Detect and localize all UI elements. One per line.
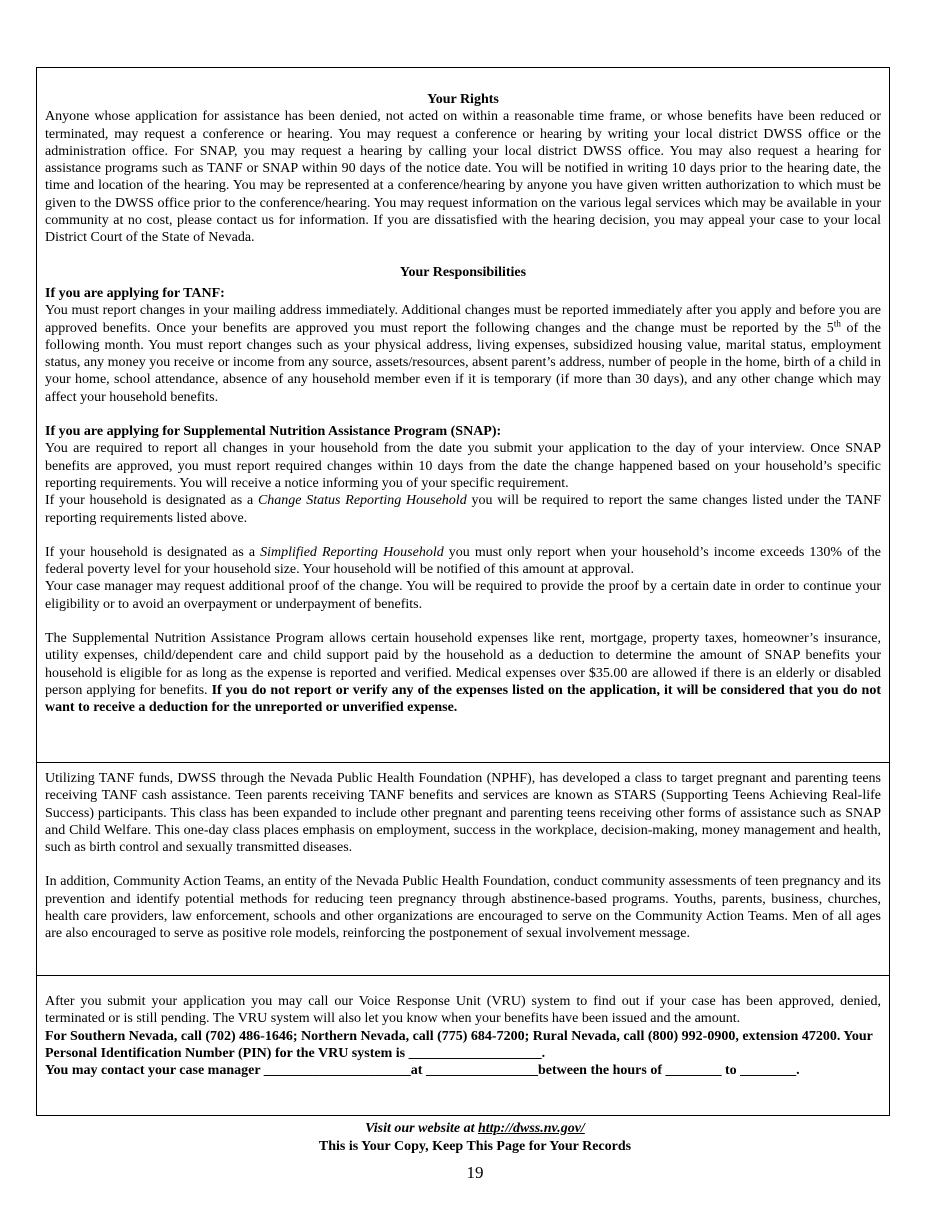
snap-para-4: Your case manager may request additional proof of the change. You will be required to provide the proof by a certain date in order to continue your eligibility or to avoid an overpayment or underpayment of benefits. bbox=[45, 579, 881, 612]
vru-phones: For Southern Nevada, call (702) 486-1646; Northern Nevada, call (775) 684-7200; Rural Nevada, call (800) 992-0900, extension 47200. Your Personal Identification Number (PIN) for the VRU system is ___________________. bbox=[45, 1028, 873, 1061]
website-link[interactable]: http://dwss.nv.gov/ bbox=[477, 1121, 585, 1136]
snap-para-2 bbox=[45, 492, 881, 527]
stars-section bbox=[37, 770, 889, 943]
tanf-body bbox=[45, 302, 881, 406]
rights-title: Your Rights bbox=[427, 92, 499, 107]
section-divider-1 bbox=[37, 762, 889, 763]
section-divider-2 bbox=[37, 975, 889, 976]
copy-notice: This is Your Copy, Keep This Page for Your Records bbox=[318, 1138, 632, 1154]
stars-para-2: In addition, Community Action Teams, an entity of the Nevada Public Health Foundation, conduct community assessments of teen pregnancy and its prevention and identify potential methods for reducing teen pregnancy through abstinence-based programs. Youths, parents, business, churches, health care providers, law enforcement, schools and other organizations are encouraged to serve on the Community Action Teams. Men of all ages are also encouraged to serve as positive role models, reinforcing the postponement of sexual involvement message. bbox=[45, 874, 881, 942]
tanf-heading: If you are applying for TANF: bbox=[45, 285, 225, 301]
tanf-body-part1: You must report changes in your mailing address immediately. Additional changes must be reported immediately after you apply and before you are approved benefits. Once your benefits are approved you must report the following changes and the change must be reported by the 5 bbox=[45, 303, 881, 336]
snap-para-3 bbox=[45, 544, 881, 579]
snap-para-2-part2: you will be required to report the same changes listed under the TANF reporting requirements listed above. bbox=[45, 493, 882, 526]
snap-para-3-part1: If your household is designated as a bbox=[45, 544, 261, 560]
rights-body: Anyone whose application for assistance has been denied, not acted on within a reasonable time frame, or whose benefits have been reduced or terminated, may request a conference or hearing. You may request a conference or hearing by writing your local district DWSS office or the administration office. For SNAP, you may request a hearing by calling your local district DWSS office. You may also request a hearing for assistance programs such as TANF or SNAP within 90 days of the notice date. You will be notified in writing 10 days prior to the hearing date, the time and location of the hearing. You may be represented at a conference/hearing by anyone you have given written authorization to which must be given to the DWSS office prior to the conference/hearing. You may request information on the various legal services which may be available in your community at no cost, please contact us for information. If you are dissatisfied with the hearing decision, you may appeal your case to your local District Court of the State of Nevada. bbox=[45, 109, 881, 246]
rights-section bbox=[37, 91, 889, 717]
snap-heading: If you are applying for Supplemental Nutrition Assistance Program (SNAP): bbox=[45, 424, 502, 440]
tanf-body-part2: of the following month. You must report changes such as your physical address, living expenses, subsidized housing value, marital status, employment status, any money you receive or income from any source, assets/resources, absent parent’s address, number of people in the home, birth of a child in your home, school attendance, absence of any household member even if it is temporary (if more than 30 days), and any other change which may affect your household benefits. bbox=[45, 320, 881, 405]
snap-para-3-part2: you must only report when your household’s income exceeds 130% of the federal poverty level for your household size. Your household will be notified of this amount at approval. bbox=[45, 544, 881, 578]
vru-section bbox=[37, 993, 889, 1079]
case-manager-contact: You may contact your case manager _____________________at ________________between the hours of ________ to ________. bbox=[45, 1063, 800, 1079]
snap-para-5 bbox=[45, 630, 881, 716]
stars-para-1: Utilizing TANF funds, DWSS through the Nevada Public Health Foundation (NPHF), has developed a class to target pregnant and parenting teens receiving TANF cash assistance. Teen parents receiving TANF benefits and services are known as STARS (Supporting Teens Achieving Real-life Success) participants. This class has been expanded to include other pregnant and parenting teens receiving other forms of assistance such as SNAP and Child Welfare. This one-day class places emphasis on employment, success in the workplace, decision-making, money management and health, such as birth control and sexually transmitted diseases. bbox=[45, 771, 881, 856]
snap-para-2-part1: If your household is designated as a bbox=[45, 493, 258, 509]
footer bbox=[0, 1120, 950, 1155]
snap-para-5-part1: The Supplemental Nutrition Assistance Program allows certain household expenses like rent, mortgage, property taxes, homeowner’s insurance, utility expenses, child/dependent care and child support paid by the household as a deduction to determine the amount of SNAP benefits your household is eligible for as long as the expense is reported and verified. Medical expenses over $35.00 are allowed if there is an elderly or disabled person applying for benefits. bbox=[45, 631, 881, 698]
page-number: 19 bbox=[466, 1163, 484, 1182]
tanf-body-superscript: th bbox=[833, 317, 841, 328]
document-frame bbox=[36, 67, 890, 1116]
snap-para-5-bold: If you do not report or verify any of the expenses listed on the application, it will be considered that you do not want to receive a deduction for the unreported or unverified expense. bbox=[45, 682, 881, 716]
simplified-reporting-term: Simplified Reporting Household bbox=[260, 544, 444, 560]
website-line bbox=[0, 1120, 950, 1138]
snap-para-1: You are required to report all changes in your household from the date you submit your application to the day of your interview. Once SNAP benefits are approved, you must report required changes within 10 days from the date the change happened based on your household’s specific reporting requirements. You will receive a notice informing you of your specific requirement. bbox=[45, 441, 881, 491]
vru-para: After you submit your application you may call our Voice Response Unit (VRU) system to find out if your case has been approved, denied, terminated or is still pending. The VRU system will also let you know when your benefits have been issued and the amount. bbox=[45, 994, 881, 1027]
website-prefix: Visit our website at bbox=[365, 1121, 478, 1136]
change-status-term: Change Status Reporting Household bbox=[257, 493, 467, 509]
responsibilities-title: Your Responsibilities bbox=[399, 264, 527, 280]
